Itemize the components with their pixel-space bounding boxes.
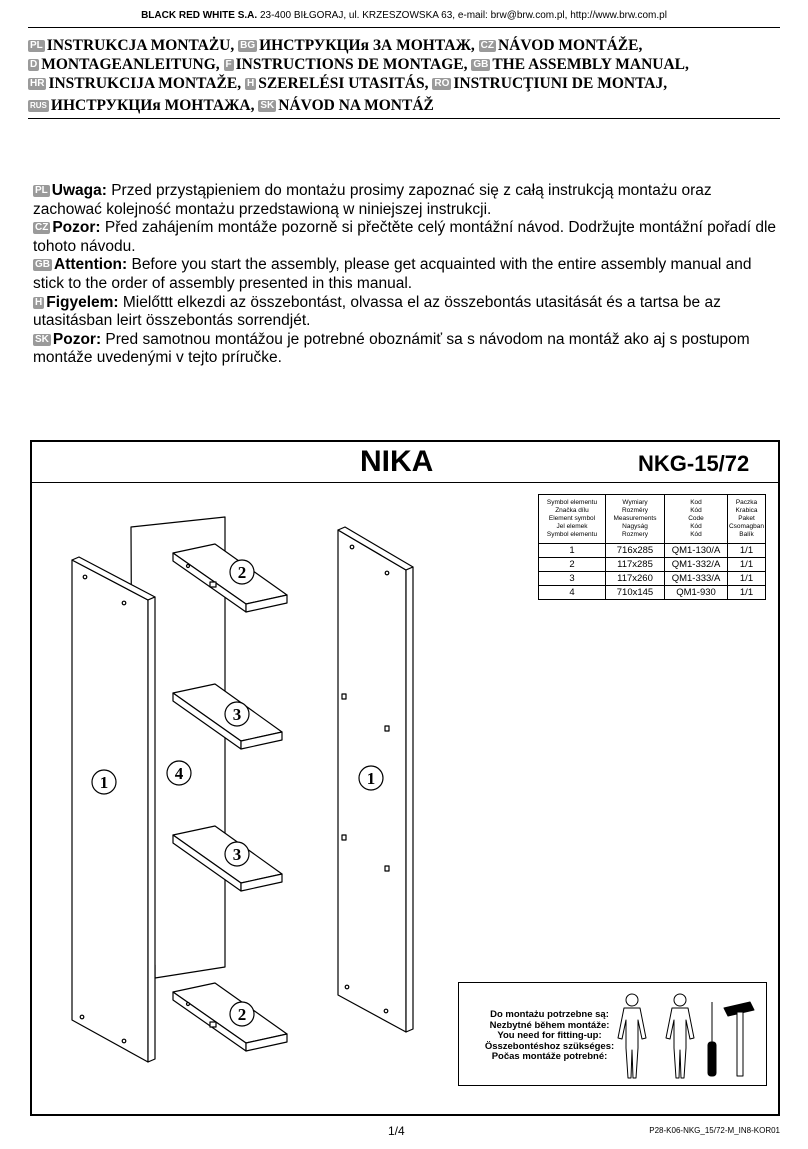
header-package: Paczka Krabica Paket Csomagban Balík bbox=[728, 495, 766, 544]
lang-badge: HR bbox=[30, 78, 45, 89]
table-cell: 1 bbox=[539, 544, 606, 558]
page-number: 1/4 bbox=[388, 1124, 405, 1138]
table-row bbox=[539, 544, 766, 558]
table-cell: 1/1 bbox=[728, 586, 766, 600]
lang-badge: PL bbox=[35, 185, 48, 196]
lang-badge: GB bbox=[35, 259, 50, 271]
part-label-shelf-bottom: 2 bbox=[237, 1005, 247, 1024]
attention-label: Uwaga: bbox=[51, 182, 107, 199]
table-cell: QM1-333/A bbox=[665, 572, 728, 586]
title-text: MONTAGEANLEITUNG, bbox=[41, 56, 220, 73]
lang-badge: CZ bbox=[35, 222, 49, 234]
header-symbol: Symbol elementu Značka dílu Element symbol Jel elemek Symbol elementu bbox=[539, 495, 606, 544]
lang-badge: BG bbox=[240, 40, 256, 51]
title-text: INSTRUKCJA MONTAŻU, bbox=[46, 37, 235, 54]
lang-badge: SK bbox=[35, 333, 49, 345]
table-cell: 716x285 bbox=[606, 544, 665, 558]
part-label-back: 4 bbox=[174, 764, 184, 783]
table-cell: QM1-930 bbox=[665, 586, 728, 600]
tools-line: Do montażu potrzebne są: bbox=[490, 1009, 609, 1020]
attention-text: Before you start the assembly, please get acquainted with the entire assembly manual and stick to the order of assembly presented in this manual. bbox=[33, 256, 752, 292]
attention-label: Pozor: bbox=[52, 330, 102, 348]
tools-line: You need for fitting-up: bbox=[497, 1030, 602, 1041]
tools-line: Nezbytné během montáže: bbox=[489, 1019, 610, 1031]
parts-table bbox=[538, 494, 766, 600]
lang-badge: GB bbox=[473, 59, 489, 70]
table-cell: 1/1 bbox=[728, 558, 766, 572]
tools-line: Összebontéshoz szükséges: bbox=[484, 1040, 615, 1052]
lang-badge: PL bbox=[30, 40, 43, 51]
screwdriver-icon bbox=[708, 1002, 716, 1076]
title-text: THE ASSEMBLY MANUAL, bbox=[492, 56, 689, 73]
lang-badge: CZ bbox=[480, 40, 494, 51]
part-label-side-left: 1 bbox=[99, 773, 109, 792]
title-text: SZERELÉSI UTASITÁS, bbox=[258, 75, 429, 92]
table-cell: 1/1 bbox=[728, 544, 766, 558]
table-cell: 710x145 bbox=[606, 586, 665, 600]
title-text: INSTRUCTIONS DE MONTAGE, bbox=[235, 56, 468, 73]
table-row bbox=[539, 586, 766, 600]
lang-badge: SK bbox=[260, 100, 275, 111]
table-cell: 117x285 bbox=[606, 558, 665, 572]
lang-badge: RO bbox=[434, 78, 450, 89]
table-cell: 117x260 bbox=[606, 572, 665, 586]
title-text: INSTRUKCIJA MONTAŽE, bbox=[48, 75, 242, 92]
side-panel-left bbox=[72, 557, 155, 1062]
title-text: INSTRUCŢIUNI DE MONTAJ, bbox=[453, 75, 668, 92]
company-address: 23-400 BIŁGORAJ, ul. KRZESZOWSKA 63, e-mail: brw@brw.com.pl, http://www.brw.com.pl bbox=[257, 10, 667, 21]
tools-line: Počas montáže potrebné: bbox=[491, 1051, 608, 1062]
company-name: BLACK RED WHITE S.A. bbox=[141, 10, 258, 21]
lang-badge: H bbox=[246, 78, 255, 89]
table-cell: 2 bbox=[539, 558, 606, 572]
header-code: Kod Kód Code Kód Kód bbox=[665, 495, 728, 544]
part-label-shelf-mid2: 3 bbox=[232, 845, 242, 864]
person-icon bbox=[666, 994, 694, 1078]
header-dimensions: Wymiary Rozměry Measurements Nagyság Rozmery bbox=[606, 495, 665, 544]
lang-badge: H bbox=[35, 296, 43, 308]
part-label-side-right: 1 bbox=[366, 769, 376, 788]
part-label-shelf-mid1: 3 bbox=[232, 705, 242, 724]
title-text: NÁVOD MONTÁŽE, bbox=[498, 37, 643, 54]
table-cell: 3 bbox=[539, 572, 606, 586]
lang-badge: D bbox=[30, 59, 38, 70]
title-text: ИНСТРУКЦИя ЗА МОНТАЖ, bbox=[259, 37, 475, 54]
attention-label: Figyelem: bbox=[46, 293, 119, 311]
document-code: P28-K06-NKG_15/72-M_IN8-KOR01 bbox=[649, 1126, 780, 1135]
lang-badge: F bbox=[225, 59, 232, 70]
lang-badge: RUS bbox=[30, 101, 47, 110]
attention-text: Przed przystąpieniem do montażu prosimy zapoznać się z całą instrukcją montażu oraz zachować kolejność montażu przedstawioną w niniejszej instrukcji. bbox=[33, 182, 712, 218]
tools-icons bbox=[600, 988, 766, 1084]
table-row bbox=[539, 572, 766, 586]
parts-table-header bbox=[539, 495, 766, 544]
hammer-icon bbox=[724, 1002, 754, 1076]
table-row bbox=[539, 558, 766, 572]
attention-label: Attention: bbox=[54, 256, 128, 274]
attention-text: Před zahájením montáže pozorně si přečtěte celý montážní návod. Dodržujte montážní pořadí dle tohoto návodu. bbox=[33, 219, 777, 255]
person-icon bbox=[618, 994, 646, 1078]
part-label-shelf-top: 2 bbox=[237, 563, 247, 582]
attention-text: Mielőttt elkezdi az összebontást, olvassa el az összebontás utasitását és a tartsa be az utasitásban leirt összebontás sorrendjét. bbox=[33, 293, 721, 330]
table-cell: QM1-332/A bbox=[665, 558, 728, 572]
table-cell: 1/1 bbox=[728, 572, 766, 586]
attention-text: Pred samotnou montážou je potrebné oboznámiť sa s návodom na montáž ako aj s postupom montáže uvedenými v tejto príručke. bbox=[33, 330, 750, 367]
table-cell: 4 bbox=[539, 586, 606, 600]
title-text: NÁVOD NA MONTÁŽ bbox=[278, 97, 434, 114]
model-name: NIKA bbox=[360, 445, 434, 478]
model-code: NKG-15/72 bbox=[638, 451, 750, 476]
attention-label: Pozor: bbox=[52, 219, 101, 237]
table-cell: QM1-130/A bbox=[665, 544, 728, 558]
title-text: ИНСТРУКЦИя МОНТАЖА, bbox=[50, 97, 255, 114]
